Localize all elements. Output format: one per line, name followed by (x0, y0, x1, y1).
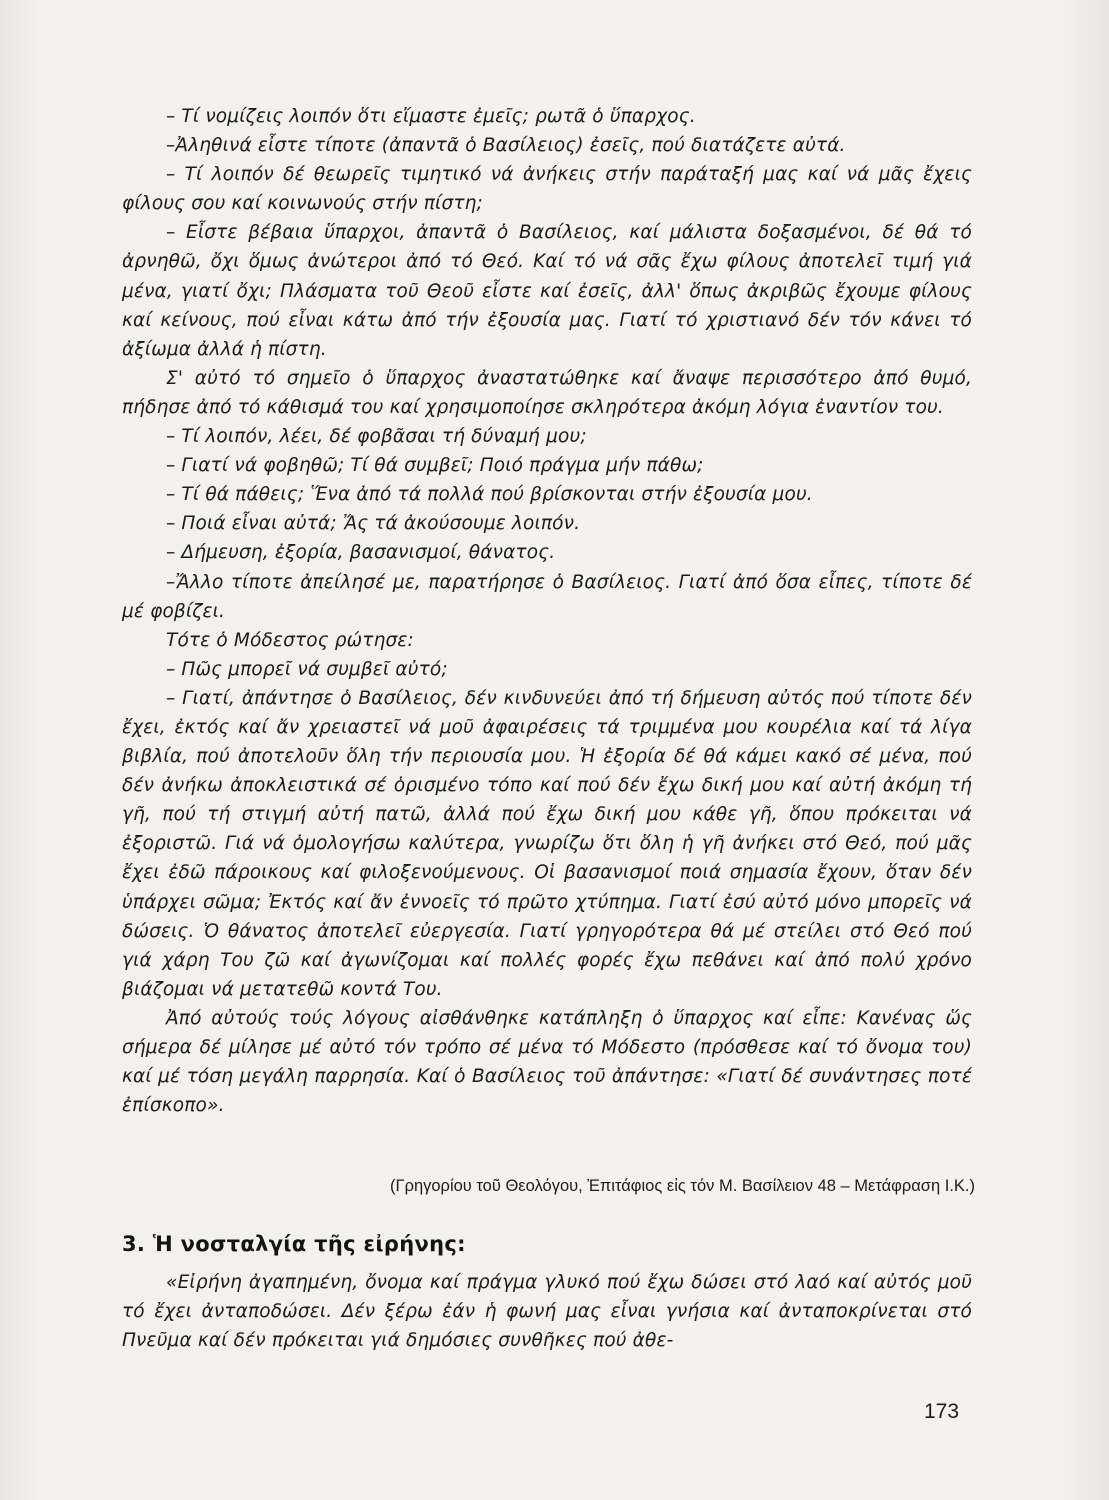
paragraph: – Τί θά πάθεις; Ἕνα ἀπό τά πολλά πού βρίσκονται στήν ἐξουσία μου. (166, 484, 813, 506)
paragraph: Σ' αὐτό τό σημεῖο ὁ ὕπαρχος ἀναστατώθηκε καί ἄναψε περισσότερο ἀπό θυμό, πήδησε ἀπό τό κάθισμά του καί χρησιμοποίησε σκληρότερα ἀκόμη λόγια ἐναντίον του. (122, 367, 972, 418)
paragraph: Ἀπό αὐτούς τούς λόγους αἰσθάνθηκε κατάπληξη ὁ ὕπαρχος καί εἶπε: Κανένας ὥς σήμερα δέ μίλησε μέ αὐτό τόν τρόπο σέ μένα τό Μόδεστο (πρόσθεσε καί τό ὄνομα του) καί μέ τόση μεγάλη παρρησία. Καί ὁ Βασίλειος τοῦ ἀπάντησε: «Γιατί δέ συνάντησες ποτέ ἐπίσκοπο». (122, 1007, 972, 1117)
page-number: 173 (924, 1400, 960, 1423)
paragraph: –Ἄλλο τίποτε ἀπείλησέ με, παρατήρησε ὁ Βασίλειος. Γιατί ἀπό ὅσα εἶπες, τίποτε δέ μέ φοβίζει. (122, 571, 972, 622)
paragraph: – Τί λοιπόν, λέει, δέ φοβᾶσαι τή δύναμή μου; (166, 426, 587, 448)
paragraph: – Τί λοιπόν δέ θεωρεῖς τιμητικό νά ἀνήκεις στήν παράταξή μας καί νά μᾶς ἔχεις φίλους σου καί κοινωνούς στήν πίστη; (122, 164, 972, 215)
citation: (Γρηγορίου τοῦ Θεολόγου, Ἐπιτάφιος εἰς τόν Μ. Βασίλειον 48 – Μετάφραση Ι.Κ.) (389, 1177, 975, 1195)
paragraph: – Τί νομίζεις λοιπόν ὅτι εἴμαστε ἐμεῖς; ρωτᾶ ὁ ὕπαρχος. (166, 106, 696, 127)
paragraph: – Πῶς μπορεῖ νά συμβεῖ αὐτό; (166, 658, 448, 680)
dialogue-text (122, 102, 972, 1120)
paragraph: –Ἀληθινά εἶστε τίποτε (ἀπαντᾶ ὁ Βασίλειος) ἐσεῖς, πού διατάζετε αὐτά. (166, 135, 846, 157)
paragraph: Τότε ὁ Μόδεστος ρώτησε: (166, 629, 414, 651)
paragraph: «Εἰρήνη ἀγαπημένη, ὄνομα καί πράγμα γλυκό πού ἔχω δώσει στό λαό καί αὐτός μοῦ τό ἔχει ἀνταποδώσει. Δέν ξέρω ἐάν ἡ φωνή μας εἶναι γνήσια καί ἀνταποκρίνεται στό Πνεῦμα καί δέν πρόκειται γιά δημόσιες συνθῆκες πού ἀθε- (122, 1272, 972, 1352)
paragraph: – Ποιά εἶναι αὐτά; Ἄς τά ἀκούσουμε λοιπόν. (166, 513, 581, 535)
paragraph: – Δήμευση, ἐξορία, βασανισμοί, θάνατος. (166, 542, 556, 564)
paragraph: – Γιατί, ἀπάντησε ὁ Βασίλειος, δέν κινδυνεύει ἀπό τή δήμευση αὐτός πού τίποτε δέν ἔχει, ἐκτός καί ἄν χρειαστεῖ νά μοῦ ἀφαιρέσεις τά τριμμένα μου κουρέλια καί τά λίγα βιβλία, πού ἀποτελοῦν ὅλη τήν περιουσία μου. Ἡ ἐξορία δέ θά κάμει κακό σέ μένα, πού δέν ἀνήκω ἀποκλειστικά σέ ὁρισμένο τόπο καί πού δέν ἔχω δική μου καί αὐτή ἀκόμη τή γῆ, πού τή στιγμή αὐτή πατῶ, ἀλλά πού ἔχω δική μου κάθε γῆ, ὅπου πρόκειται νά ἐξοριστῶ. Γιά νά ὁμολογήσω καλύτερα, γνωρίζω ὅτι ὅλη ἡ γῆ ἀνήκει στό Θεό, πού μᾶς ἔχει ἐδῶ πάροικους καί φιλοξενούμενους. Οἱ βασανισμοί ποιά σημασία ἔχουν, ὅταν δέν ὑπάρχει σῶμα; Ἐκτός καί ἄν ἐννοεῖς τό πρῶτο χτύπημα. Γιατί ἐσύ αὐτό μόνο μπορεῖς νά δώσεις. Ὁ θάνατος ἀποτελεῖ εὐεργεσία. Γιατί γρηγορότερα θά μέ στείλει στό Θεό πού γιά χάρη Του ζῶ καί ἀγωνίζομαι καί πολλές φορές ἔχω πεθάνει καί ἀπό πολύ χρόνο βιάζομαι νά μετατεθῶ κοντά Του. (122, 687, 972, 1000)
section-heading: 3. Ἡ νοσταλγία τῆς εἰρήνης: (122, 1232, 466, 1256)
section-text (122, 1268, 972, 1355)
paragraph: – Εἶστε βέβαια ὕπαρχοι, ἀπαντᾶ ὁ Βασίλειος, καί μάλιστα δοξασμένοι, δέ θά τό ἀρνηθῶ, ὄχι ὅμως ἀνώτεροι ἀπό τό Θεό. Καί τό νά σᾶς ἔχω φίλους ἀποτελεῖ τιμή γιά μένα, γιατί ὄχι; Πλάσματα τοῦ Θεοῦ εἶστε καί ἐσεῖς, ἀλλ' ὅπως ἀκριβῶς ἔχουμε φίλους καί κείνους, πού εἶναι κάτω ἀπό τήν ἐξουσία μας. Γιατί τό χριστιανό δέν τόν κάνει τό ἀξίωμα ἀλλά ἡ πίστη. (122, 222, 972, 360)
paragraph: – Γιατί νά φοβηθῶ; Τί θά συμβεῖ; Ποιό πράγμα μήν πάθω; (166, 455, 704, 477)
